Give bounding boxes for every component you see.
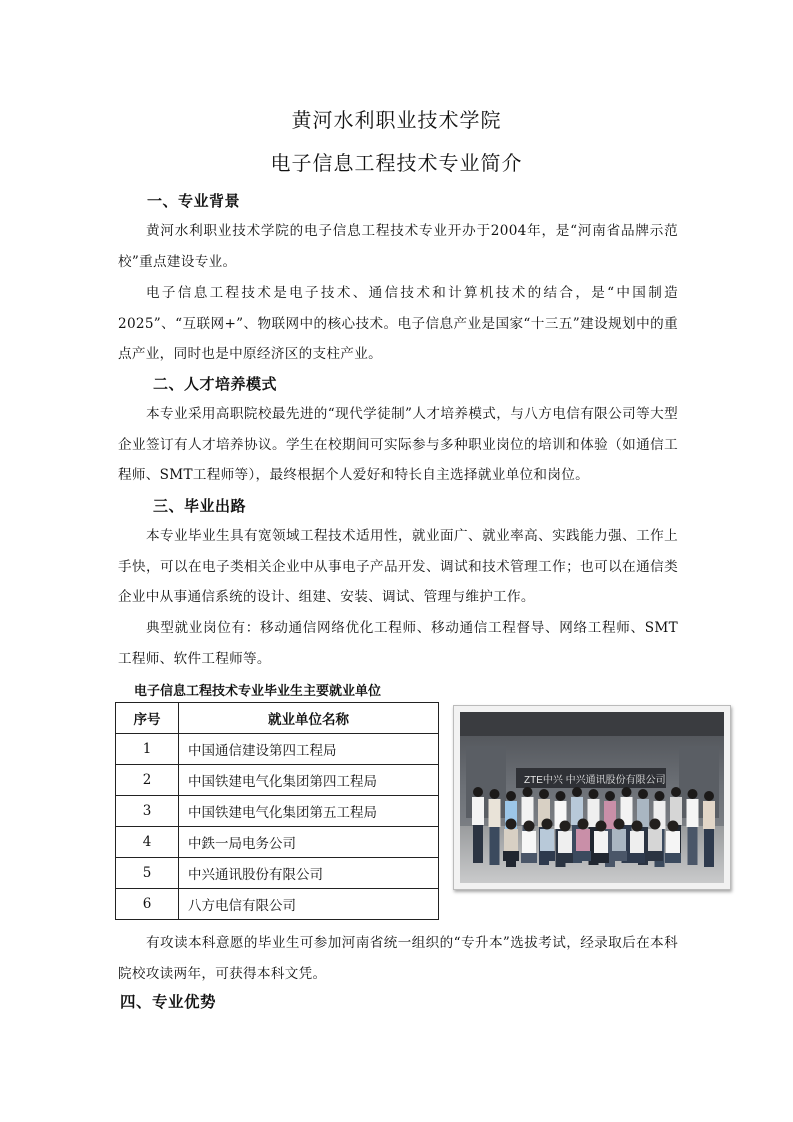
row-index: 1 <box>116 734 179 765</box>
table-row <box>116 734 439 765</box>
person-head <box>614 819 625 830</box>
person-legs <box>665 853 681 863</box>
row-index: 5 <box>116 858 179 889</box>
person-head <box>668 821 679 832</box>
person-legs <box>557 853 573 863</box>
person-head <box>506 819 517 830</box>
table-row <box>116 858 439 889</box>
table-row <box>116 889 439 920</box>
person-legs <box>539 851 555 861</box>
group-photo <box>453 705 731 890</box>
person-legs <box>611 851 627 861</box>
person-head <box>556 791 566 801</box>
group-photo-illustration <box>454 706 730 889</box>
person-head <box>506 791 516 801</box>
document-subtitle: 电子信息工程技术专业简介 <box>270 151 523 175</box>
person-shirt <box>594 831 608 853</box>
person-shirt <box>576 829 590 851</box>
paragraph-upgrade: 有攻读本科意愿的毕业生可参加河南省统一组织的“专升本”选拔考试，经录取后在本科院校攻读两年，可获得本科文凭。 <box>118 935 678 982</box>
table-row <box>116 765 439 796</box>
person-head <box>605 791 615 801</box>
person-head <box>539 789 549 799</box>
person-shirt <box>687 799 699 827</box>
person-head <box>523 787 533 797</box>
row-index: 3 <box>116 796 179 827</box>
person-head <box>524 821 535 832</box>
person-legs <box>521 853 537 863</box>
person-head <box>638 789 648 799</box>
person-head <box>655 791 665 801</box>
person-legs <box>647 851 663 861</box>
paragraph-background-1: 黄河水利职业技术学院的电子信息工程技术专业开办于2004年，是“河南省品牌示范校”重点建设专业。 <box>118 223 678 270</box>
row-index: 6 <box>116 889 179 920</box>
person-legs <box>704 829 714 867</box>
section-heading-training: 二、人才培养模式 <box>153 375 278 393</box>
person-legs <box>503 851 519 861</box>
person-head <box>688 789 698 799</box>
person-head <box>490 789 500 799</box>
section-heading-background: 一、专业背景 <box>147 192 241 210</box>
person-legs <box>575 851 591 861</box>
employers-table <box>115 702 439 920</box>
person-head <box>473 787 483 797</box>
person-legs <box>473 825 483 863</box>
person-head <box>671 787 681 797</box>
person-head <box>578 819 589 830</box>
person-legs <box>490 827 500 865</box>
person-shirt <box>540 829 554 851</box>
person-shirt <box>489 799 501 827</box>
section-heading-advantage: 四、专业优势 <box>120 993 217 1011</box>
person-head <box>542 819 553 830</box>
person-shirt <box>666 831 680 853</box>
person-head <box>589 789 599 799</box>
row-employer: 中国通信建设第四工程局 <box>179 734 439 765</box>
table-caption: 电子信息工程技术专业毕业生主要就业单位 <box>134 684 382 699</box>
person-legs <box>629 853 645 863</box>
person-shirt <box>648 829 662 851</box>
header-employer-name: 就业单位名称 <box>179 703 439 734</box>
person-shirt <box>472 797 484 825</box>
paragraph-training: 本专业采用高职院校最先进的“现代学徒制”人才培养模式，与八方电信有限公司等大型企业签订有人才培养协议。学生在校期间可实际参与多种职业岗位的培训和体验（如通信工程师、SMT工程师等），最终根据个人爱好和特长自主选择就业单位和岗位。 <box>118 406 678 483</box>
header-index: 序号 <box>116 703 179 734</box>
paragraph-career-2: 典型就业岗位有：移动通信网络优化工程师、移动通信工程督导、网络工程师、SMT工程师、软件工程师等。 <box>118 620 678 667</box>
person-shirt <box>522 831 536 853</box>
person-shirt <box>612 829 626 851</box>
photo-sign-text: ZTE中兴 中兴通讯股份有限公司 <box>524 775 666 786</box>
person-legs <box>593 853 609 863</box>
person-shirt <box>558 831 572 853</box>
section-heading-career: 三、毕业出路 <box>153 497 247 515</box>
row-employer: 中国铁建电气化集团第五工程局 <box>179 796 439 827</box>
person-shirt <box>504 829 518 851</box>
person-shirt <box>703 801 715 829</box>
person-head <box>572 787 582 797</box>
row-employer: 八方电信有限公司 <box>179 889 439 920</box>
table-row <box>116 827 439 858</box>
row-employer: 中兴通讯股份有限公司 <box>179 858 439 889</box>
row-employer: 中鉄一局电务公司 <box>179 827 439 858</box>
paragraph-career-1: 本专业毕业生具有宽领域工程技术适用性，就业面广、就业率高、实践能力强、工作上手快，可以在电子类相关企业中从事电子产品开发、调试和技术管理工作；也可以在通信类企业中从事通信系统的设计、组建、安装、调试、管理与维护工作。 <box>118 528 678 605</box>
paragraph-background-2: 电子信息工程技术是电子技术、通信技术和计算机技术的结合，是“中国制造2025”、“互联网+”、物联网中的核心技术。电子信息产业是国家“十三五”建设规划中的重点产业，同时也是中原经济区的支柱产业。 <box>118 285 678 362</box>
row-index: 4 <box>116 827 179 858</box>
person-head <box>560 821 571 832</box>
page-edge-decoration <box>0 1108 793 1122</box>
person-head <box>596 821 607 832</box>
person-shirt <box>630 831 644 853</box>
row-employer: 中国铁建电气化集团第四工程局 <box>179 765 439 796</box>
row-index: 2 <box>116 765 179 796</box>
table-row <box>116 796 439 827</box>
person-head <box>650 819 661 830</box>
person-legs <box>688 827 698 865</box>
document-title: 黄河水利职业技术学院 <box>291 108 502 132</box>
person-head <box>704 791 714 801</box>
table-header-row <box>116 703 439 734</box>
person-head <box>632 821 643 832</box>
person-head <box>622 787 632 797</box>
photo-people <box>472 787 715 867</box>
